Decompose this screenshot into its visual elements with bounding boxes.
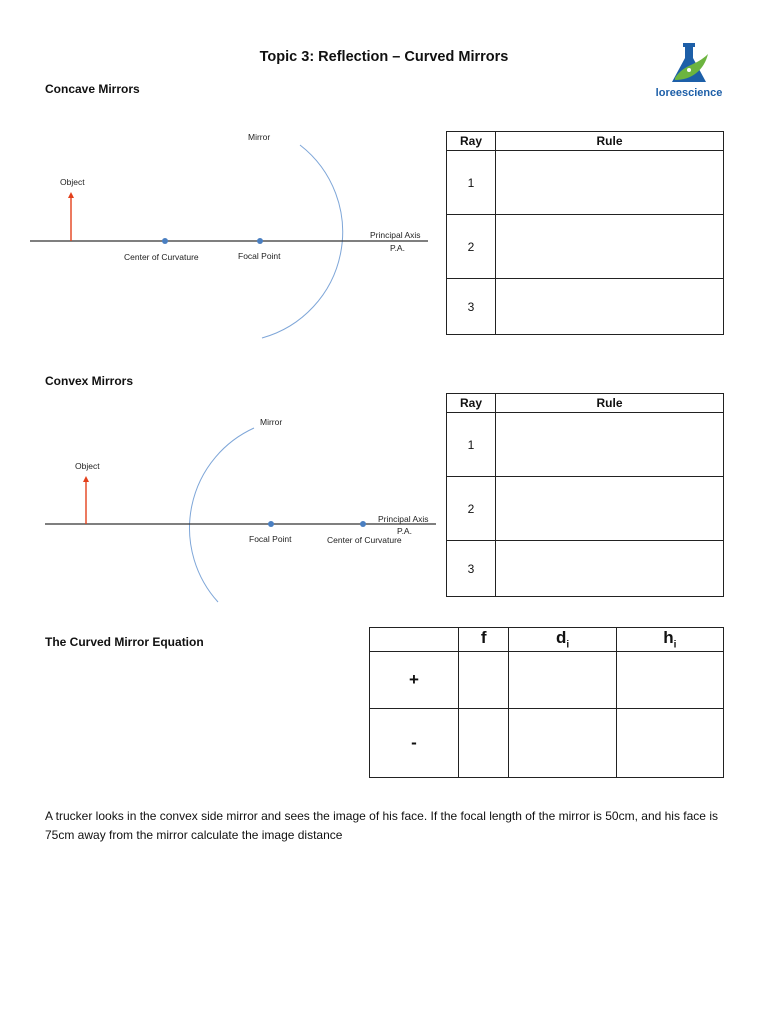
concave-center-label: Center of Curvature [124,252,199,262]
concave-object-arrowhead-icon [68,192,74,198]
rule-cell[interactable] [496,151,724,215]
equation-heading: The Curved Mirror Equation [45,635,204,649]
rule-column-header: Rule [496,132,724,151]
concave-ray-table [446,131,724,335]
ray-number: 1 [447,413,496,477]
convex-ray-table [446,393,724,597]
plus-sign-cell: + [370,652,459,709]
convex-focal-point [268,521,274,527]
convex-focal-label: Focal Point [249,534,292,544]
answer-cell[interactable] [509,709,616,778]
logo-text: loreescience [655,87,723,99]
rule-cell[interactable] [496,215,724,279]
blank-header-cell [370,628,459,652]
answer-cell[interactable] [616,652,723,709]
concave-object-label: Object [60,177,85,187]
answer-cell[interactable] [509,652,616,709]
table-row [370,709,724,778]
ray-number: 2 [447,477,496,541]
rule-cell[interactable] [496,279,724,335]
concave-focal-point [257,238,263,244]
page-title: Topic 3: Reflection – Curved Mirrors [259,49,509,65]
table-row [447,541,724,597]
table-row [447,279,724,335]
table-row [447,215,724,279]
header-di: $d_i$ [509,628,616,652]
answer-cell[interactable] [459,709,509,778]
convex-mirror-diagram [0,410,440,610]
concave-mirror-diagram [0,120,440,350]
convex-mirror-label: Mirror [260,417,283,427]
table-row [447,477,724,541]
concave-axis-abbr: P.A. [390,243,405,253]
answer-cell[interactable] [616,709,723,778]
convex-center-point [360,521,366,527]
problem-text: A trucker looks in the convex side mirror and sees the image of his face. If the focal length of the mirror is 50cm, and his face is 75cm away from the mirror calculate the image distance [45,809,718,842]
convex-object-arrowhead-icon [83,476,89,482]
concave-heading: Concave Mirrors [45,82,140,96]
minus-sign-cell: - [370,709,459,778]
ray-column-header: Ray [447,132,496,151]
rule-cell[interactable] [496,541,724,597]
convex-axis-abbr: P.A. [397,526,412,536]
concave-mirror-label: Mirror [248,132,271,142]
concave-axis-label: Principal Axis [370,230,421,240]
convex-axis-label: Principal Axis [378,514,429,524]
ray-number: 3 [447,541,496,597]
convex-mirror-curve [190,428,254,602]
table-row [447,413,724,477]
header-f: f [459,628,509,652]
ray-number: 2 [447,215,496,279]
rule-column-header: Rule [496,394,724,413]
convex-center-label: Center of Curvature [327,535,402,545]
answer-cell[interactable] [459,652,509,709]
header-hi: $h_i$ [616,628,723,652]
concave-focal-label: Focal Point [238,251,281,261]
flask-logo-icon [648,40,730,88]
ray-number: 3 [447,279,496,335]
rule-cell[interactable] [496,413,724,477]
table-row [370,652,724,709]
rule-cell[interactable] [496,477,724,541]
convex-heading: Convex Mirrors [45,374,134,388]
logo [648,40,730,102]
convex-object-label: Object [75,461,100,471]
sign-convention-table [369,627,724,778]
concave-center-point [162,238,168,244]
ray-number: 1 [447,151,496,215]
table-row [447,151,724,215]
ray-column-header: Ray [447,394,496,413]
